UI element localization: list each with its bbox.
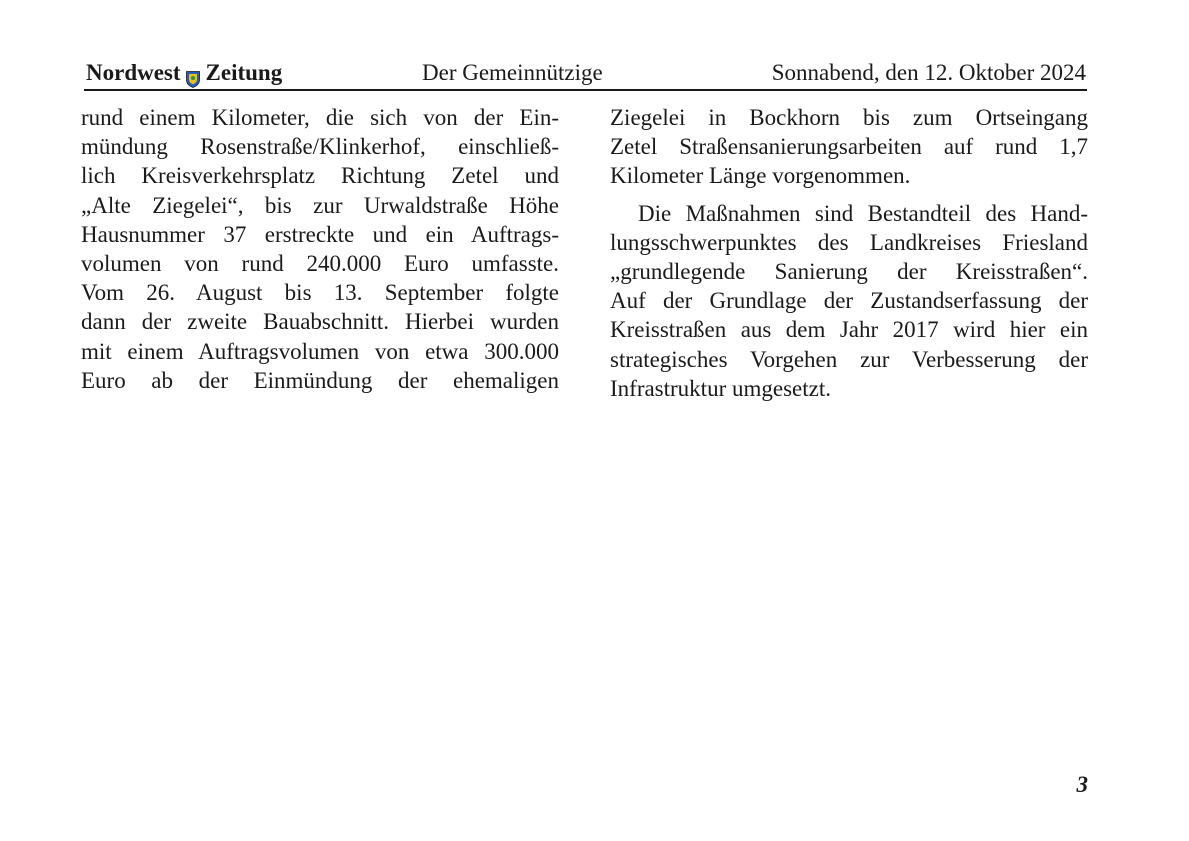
issue-date: Sonnabend, den 12. Oktober 2024 [771, 60, 1086, 85]
header-rule [84, 89, 1087, 91]
masthead-nordwest: Nordwest [86, 60, 181, 85]
text-line: Ziegelei in Bockhorn bis zum Ortseingang [610, 105, 1088, 130]
page-number: 3 [1076, 772, 1088, 797]
paragraph [610, 199, 1088, 403]
masthead-zeitung: Zeitung [205, 60, 283, 85]
article-column-right [610, 103, 1088, 403]
article-column-left [81, 103, 559, 395]
section-title: Der Gemeinnützige [422, 60, 603, 85]
text-line: Infrastruktur umgesetzt. [610, 375, 831, 401]
text-line: Zetel Straßensanierungsarbeiten auf rund 1,7 [610, 134, 1088, 160]
text-line: volumen von rund 240.000 Euro umfasste. [81, 251, 559, 277]
text-line: mit einem Auftragsvolumen von etwa 300.000 [81, 338, 559, 364]
text-line: dann der zweite Bauabschnitt. Hierbei wurden [81, 309, 559, 335]
page-header [86, 58, 1086, 88]
text-line: Kreisstraßen aus dem Jahr 2017 wird hier ein [610, 317, 1088, 343]
text-line: strategisches Vorgehen zur Verbesserung der [610, 346, 1088, 372]
text-line: „grundlegende Sanierung der Kreisstraßen“. [610, 259, 1088, 285]
text-line: Hausnummer 37 erstreckte und ein Auftrags- [81, 221, 559, 247]
text-line: Kilometer Länge vorgenommen. [610, 163, 911, 189]
paragraph-gap [610, 191, 1088, 199]
text-line: mündung Rosenstraße/Klinkerhof, einschließ- [81, 134, 559, 160]
text-line: lungsschwerpunktes des Landkreises Friesland [610, 229, 1088, 255]
text-line: Die Maßnahmen sind Bestandteil des Hand- [638, 200, 1088, 226]
text-line: Euro ab der Einmündung der ehemaligen [81, 367, 559, 393]
coat-of-arms-icon [186, 66, 200, 83]
newspaper-masthead [86, 58, 282, 88]
paragraph [610, 103, 1088, 191]
text-line: Vom 26. August bis 13. September folgte [81, 280, 559, 306]
text-line: Auf der Grundlage der Zustandserfassung der [610, 288, 1088, 314]
text-line: lich Kreisverkehrsplatz Richtung Zetel und [81, 163, 559, 189]
text-line: „Alte Ziegelei“, bis zur Urwaldstraße Höhe [81, 192, 559, 218]
text-line: rund einem Kilometer, die sich von der Ein- [81, 105, 559, 130]
